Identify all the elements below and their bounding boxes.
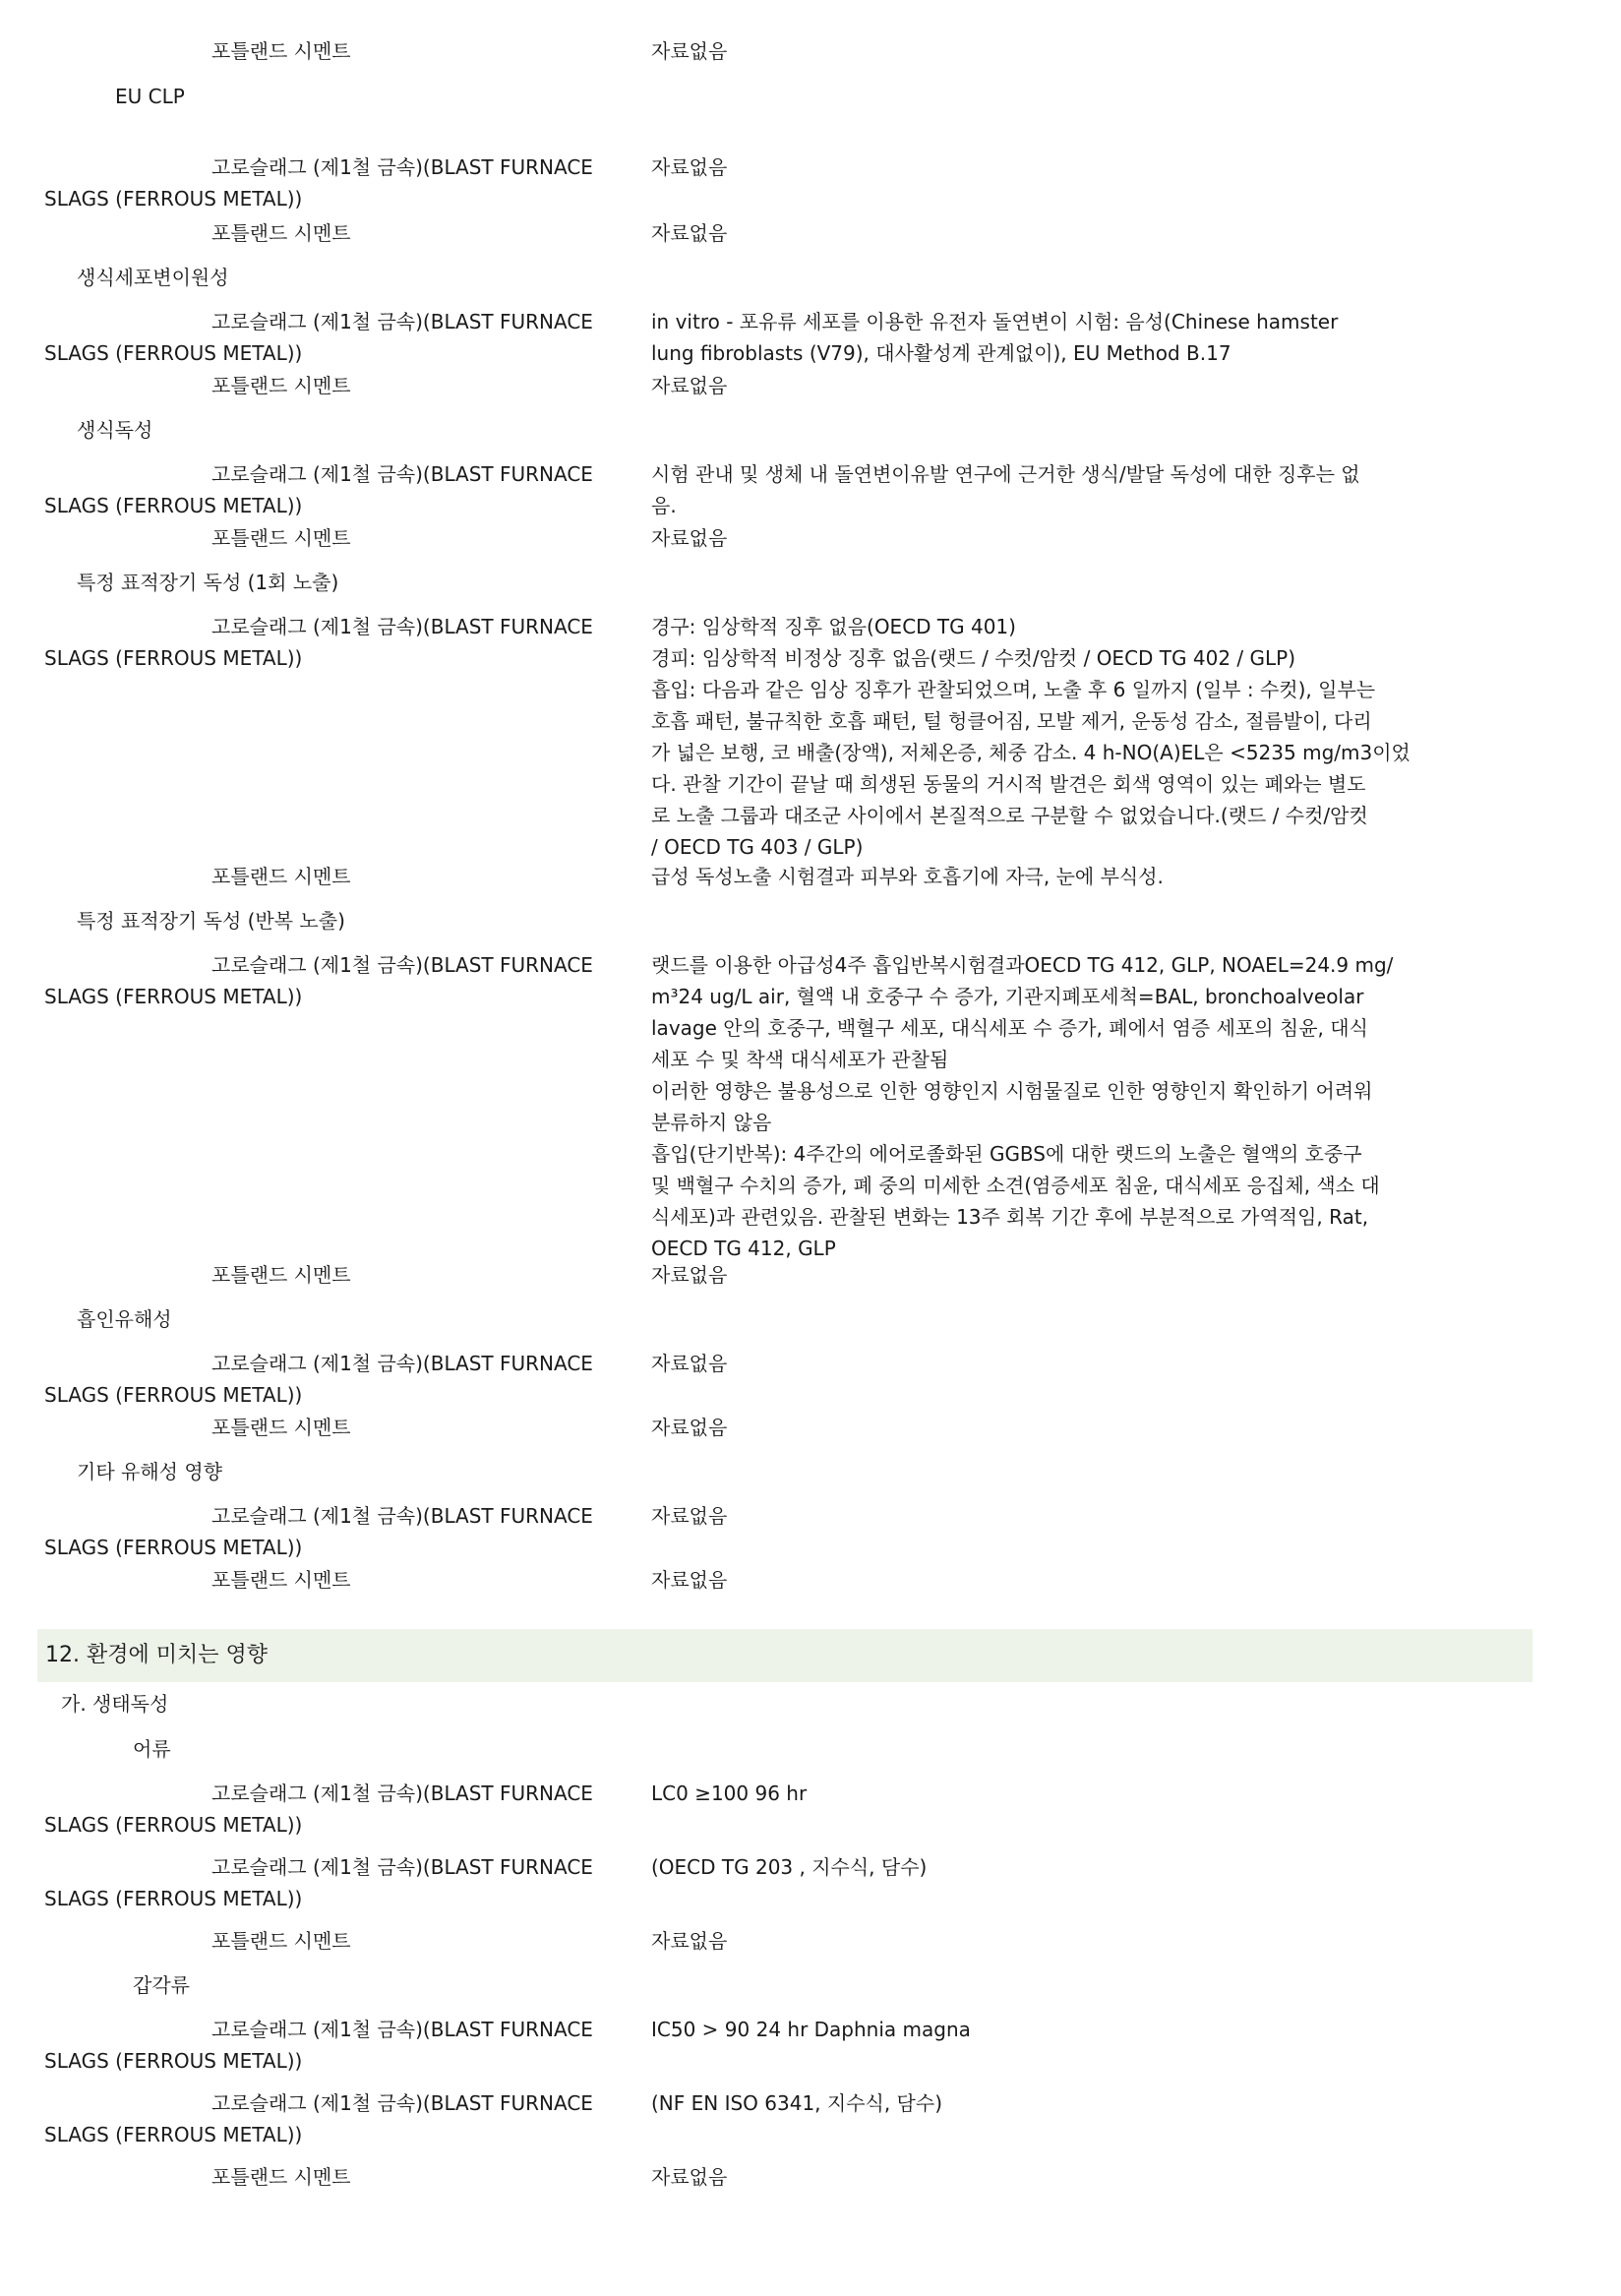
reproductive-heading: 생식독성	[77, 418, 153, 442]
section-12-header	[37, 1629, 1532, 1682]
substance-name: 고로슬래그 (제1철 금속)(BLAST FURNACE SLAGS (FERROUS METAL))	[44, 615, 593, 670]
section-12-title: 12. 환경에 미치는 영향	[45, 1643, 268, 1667]
substance-value: IC50 > 90 24 hr Daphnia magna	[651, 2018, 971, 2041]
substance-value: 자료없음	[651, 2165, 728, 2189]
substance-value: LC0 ≥100 96 hr	[651, 1782, 808, 1805]
substance-name: 포틀랜드 시멘트	[211, 1263, 351, 1287]
eu-clp-heading: EU CLP	[115, 85, 185, 108]
substance-name: 고로슬래그 (제1철 금속)(BLAST FURNACE SLAGS (FERROUS METAL))	[44, 1855, 593, 1910]
substance-value: 자료없음	[651, 1568, 728, 1592]
substance-value: 자료없음	[651, 526, 728, 550]
substance-value: 자료없음	[651, 1504, 728, 1528]
substance-name: 포틀랜드 시멘트	[211, 1929, 351, 1953]
other-effects-heading: 기타 유해성 영향	[77, 1460, 222, 1483]
substance-name: 고로슬래그 (제1철 금속)(BLAST FURNACE SLAGS (FERROUS METAL))	[44, 953, 593, 1008]
substance-name: 포틀랜드 시멘트	[211, 2165, 351, 2189]
substance-value: 자료없음	[651, 1929, 728, 1953]
germ-cell-heading: 생식세포변이원성	[77, 266, 229, 289]
fish-heading: 어류	[133, 1737, 171, 1761]
substance-name: 포틀랜드 시멘트	[211, 39, 351, 63]
ecotoxicity-subheading: 가. 생태독성	[61, 1692, 169, 1716]
substance-name: 고로슬래그 (제1철 금속)(BLAST FURNACE SLAGS (FERROUS METAL))	[44, 155, 593, 211]
substance-value: 자료없음	[651, 374, 728, 397]
substance-value: 시험 관내 및 생체 내 돌연변이유발 연구에 근거한 생식/발달 독성에 대한 징후는 없 음.	[651, 462, 1360, 517]
substance-name: 고로슬래그 (제1철 금속)(BLAST FURNACE SLAGS (FERROUS METAL))	[44, 1782, 593, 1837]
substance-name: 고로슬래그 (제1철 금속)(BLAST FURNACE SLAGS (FERROUS METAL))	[44, 2018, 593, 2073]
stot-repeat-heading: 특정 표적장기 독성 (반복 노출)	[77, 909, 345, 933]
substance-name: 포틀랜드 시멘트	[211, 1416, 351, 1439]
substance-name: 포틀랜드 시멘트	[211, 221, 351, 245]
aspiration-heading: 흡인유해성	[77, 1307, 172, 1331]
substance-value: 자료없음	[651, 155, 728, 179]
substance-value: (OECD TG 203 , 지수식, 담수)	[651, 1855, 928, 1879]
substance-name: 고로슬래그 (제1철 금속)(BLAST FURNACE SLAGS (FERROUS METAL))	[44, 462, 593, 517]
substance-value: 랫드를 이용한 아급성4주 흡입반복시험결과OECD TG 412, GLP, NOAEL=24.9 mg/ m³24 ug/L air, 혈액 내 호중구 수 증가, 기관지폐포세척=BAL, bronchoalveolar lavage 안의 호중구, 백혈구 세포, 대식세포 수 증가, 폐에서 염증 세포의 침윤, 대식 세포 수 및 착색 대식세포가 관찰됨 이러한 영향은 불용성으로 인한 영향인지 시험물질로 인한 영향인지 확인하기 어려워 분류하지 않음 흡입(단기반복): 4주간의 에어로졸화된 GGBS에 대한 랫드의 노출은 혈액의 호중구 및 백혈구 수치의 증가, 폐 중의 미세한 소견(염증세포 침윤, 대식세포 응집체, 색소 대 식세포)과 관련있음. 관찰된 변화는 13주 회복 기간 후에 부분적으로 가역적임, Rat, OECD TG 412, GLP	[651, 953, 1394, 1260]
substance-value: 자료없음	[651, 1352, 728, 1375]
substance-name: 고로슬래그 (제1철 금속)(BLAST FURNACE SLAGS (FERROUS METAL))	[44, 1352, 593, 1407]
substance-value: 자료없음	[651, 1263, 728, 1287]
stot-single-heading: 특정 표적장기 독성 (1회 노출)	[77, 571, 339, 594]
substance-name: 고로슬래그 (제1철 금속)(BLAST FURNACE SLAGS (FERROUS METAL))	[44, 1504, 593, 1559]
substance-name: 포틀랜드 시멘트	[211, 865, 351, 888]
substance-value: (NF EN ISO 6341, 지수식, 담수)	[651, 2091, 943, 2115]
substance-value: in vitro - 포유류 세포를 이용한 유전자 돌연변이 시험: 음성(Chinese hamster lung fibroblasts (V79), 대사활성계 관계없이), EU Method B.17	[651, 310, 1339, 365]
substance-name: 포틀랜드 시멘트	[211, 374, 351, 397]
crustacea-heading: 갑각류	[133, 1973, 190, 1997]
substance-value: 급성 독성노출 시험결과 피부와 호흡기에 자극, 눈에 부식성.	[651, 865, 1164, 888]
substance-value: 경구: 임상학적 징후 없음(OECD TG 401) 경피: 임상학적 비정상 징후 없음(랫드 / 수컷/암컷 / OECD TG 402 / GLP) 흡입: 다음과 같은 임상 징후가 관찰되었으며, 노출 후 6 일까지 (일부 : 수컷), 일부는 호흡 패턴, 불규칙한 호흡 패턴, 털 헝클어짐, 모발 제거, 운동성 감소, 절름발이, 다리 가 넓은 보행, 코 배출(장액), 저체온증, 체중 감소. 4 h-NO(A)EL은 <5235 mg/m3이었 다. 관찰 기간이 끝날 때 희생된 동물의 거시적 발견은 회색 영역이 있는 폐와는 별도 로 노출 그룹과 대조군 사이에서 본질적으로 구분할 수 없었습니다.(랫드 / 수컷/암컷 / OECD TG 403 / GLP)	[651, 615, 1411, 859]
substance-value: 자료없음	[651, 1416, 728, 1439]
substance-value: 자료없음	[651, 221, 728, 245]
substance-name: 고로슬래그 (제1철 금속)(BLAST FURNACE SLAGS (FERROUS METAL))	[44, 2091, 593, 2146]
substance-value: 자료없음	[651, 39, 728, 63]
substance-name: 고로슬래그 (제1철 금속)(BLAST FURNACE SLAGS (FERROUS METAL))	[44, 310, 593, 365]
substance-name: 포틀랜드 시멘트	[211, 526, 351, 550]
substance-name: 포틀랜드 시멘트	[211, 1568, 351, 1592]
